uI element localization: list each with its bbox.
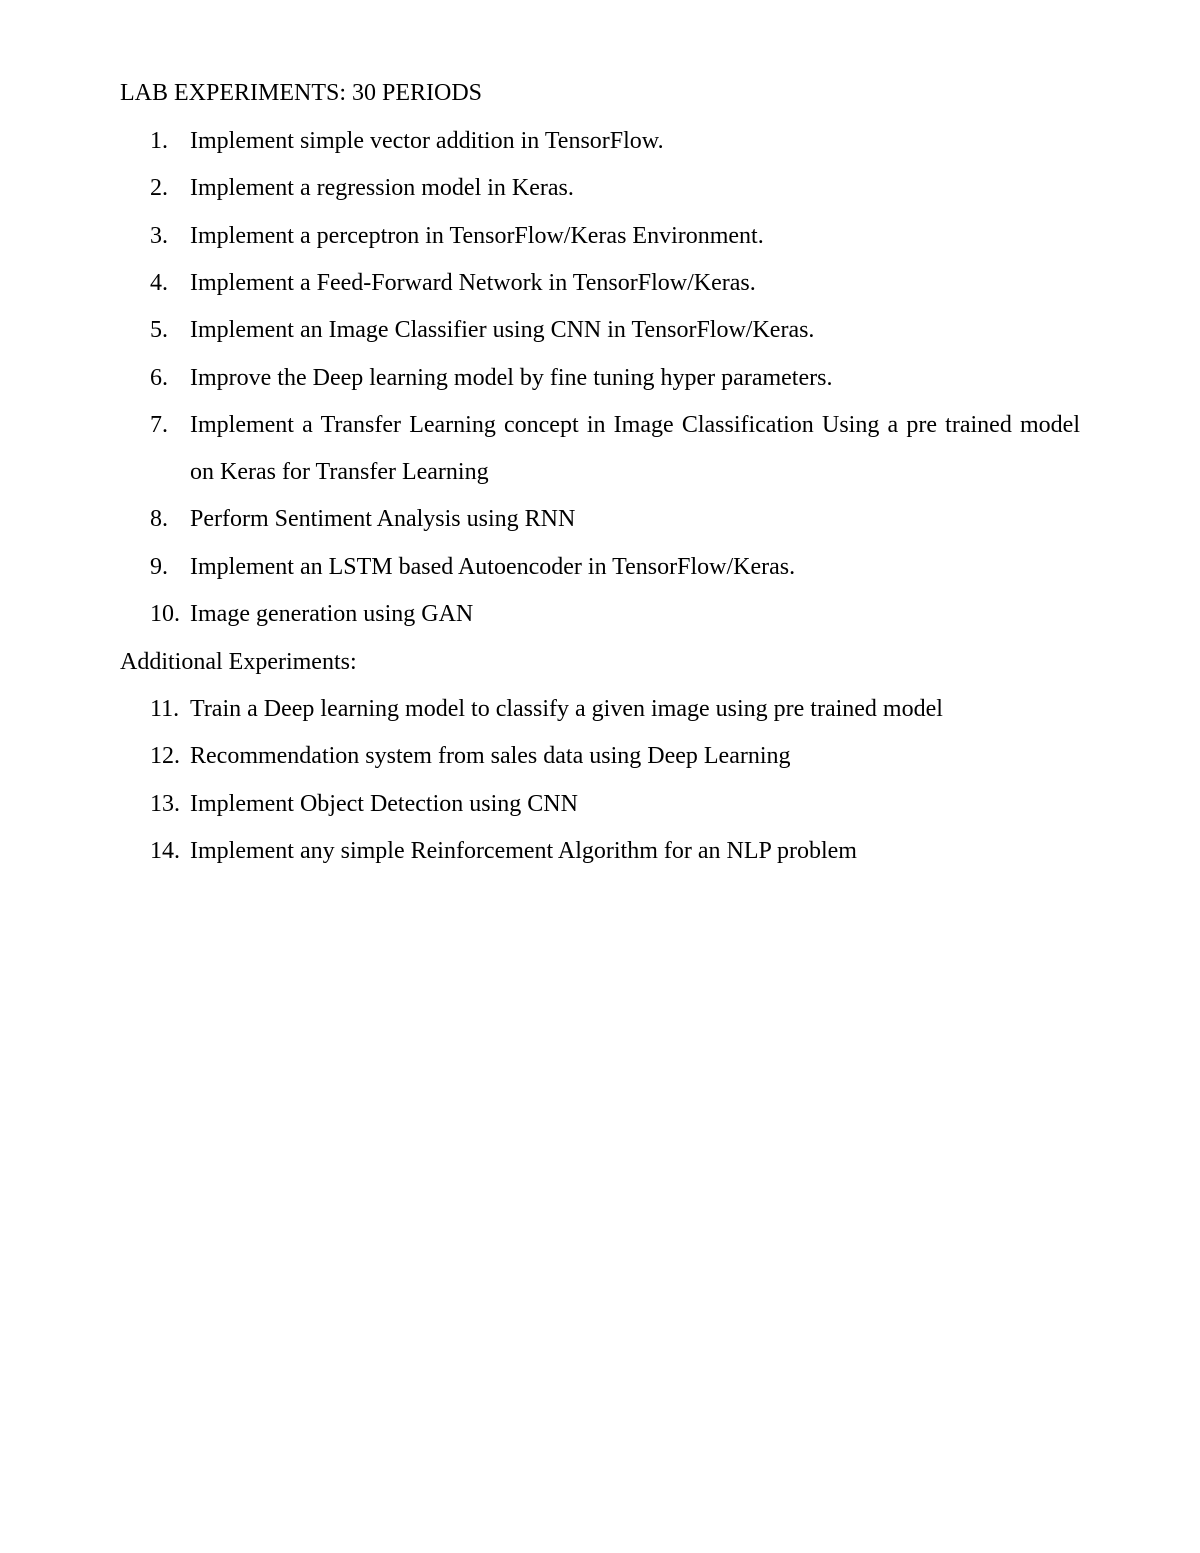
list-item: [150, 599, 1080, 629]
item-text: Perform Sentiment Analysis using RNN: [190, 506, 576, 532]
item-text: Implement any simple Reinforcement Algorithm for an NLP problem: [190, 838, 857, 864]
item-number: 14.: [150, 838, 180, 864]
item-number: 12.: [150, 743, 180, 769]
item-number: 6.: [150, 365, 168, 391]
item-number: 2.: [150, 175, 168, 201]
list-item: [150, 363, 1080, 393]
list-item: [150, 552, 1080, 582]
list-item: [150, 410, 1080, 496]
list-item: [150, 315, 1080, 345]
item-number: 7.: [150, 412, 168, 438]
list-item: [150, 694, 1080, 724]
list-item: [150, 126, 1080, 156]
item-text: Image generation using GAN: [190, 601, 474, 627]
additional-heading: Additional Experiments:: [120, 649, 357, 675]
item-text: Implement a Feed-Forward Network in TensorFlow/Keras.: [190, 270, 756, 296]
list-item: [150, 173, 1080, 203]
item-number: 13.: [150, 791, 180, 817]
item-number: 10.: [150, 601, 180, 627]
item-number: 1.: [150, 128, 168, 154]
item-text: Recommendation system from sales data using Deep Learning: [190, 743, 791, 769]
item-text: Train a Deep learning model to classify a given image using pre trained model: [190, 696, 943, 722]
item-number: 5.: [150, 317, 168, 343]
item-text: Implement a Transfer Learning concept in Image Classification Using a pre trained model on Keras for Transfer Learning: [190, 412, 1080, 485]
list-item: [150, 221, 1080, 251]
item-number: 4.: [150, 270, 168, 296]
item-number: 9.: [150, 554, 168, 580]
list-item: [150, 741, 1080, 771]
item-text: Implement an Image Classifier using CNN in TensorFlow/Keras.: [190, 317, 815, 343]
list-item: [150, 836, 1080, 866]
item-number: 11.: [150, 696, 180, 722]
page-heading: LAB EXPERIMENTS: 30 PERIODS: [120, 80, 483, 106]
item-number: 8.: [150, 506, 168, 532]
item-text: Implement a perceptron in TensorFlow/Keras Environment.: [190, 223, 764, 249]
list-item: [150, 268, 1080, 298]
item-number: 3.: [150, 223, 168, 249]
item-text: Implement an LSTM based Autoencoder in TensorFlow/Keras.: [190, 554, 796, 580]
item-text: Implement Object Detection using CNN: [190, 791, 578, 817]
item-text: Implement a regression model in Keras.: [190, 175, 574, 201]
item-text: Implement simple vector addition in TensorFlow.: [190, 128, 664, 154]
list-item: [150, 504, 1080, 534]
list-item: [150, 789, 1080, 819]
item-text: Improve the Deep learning model by fine tuning hyper parameters.: [190, 365, 833, 391]
